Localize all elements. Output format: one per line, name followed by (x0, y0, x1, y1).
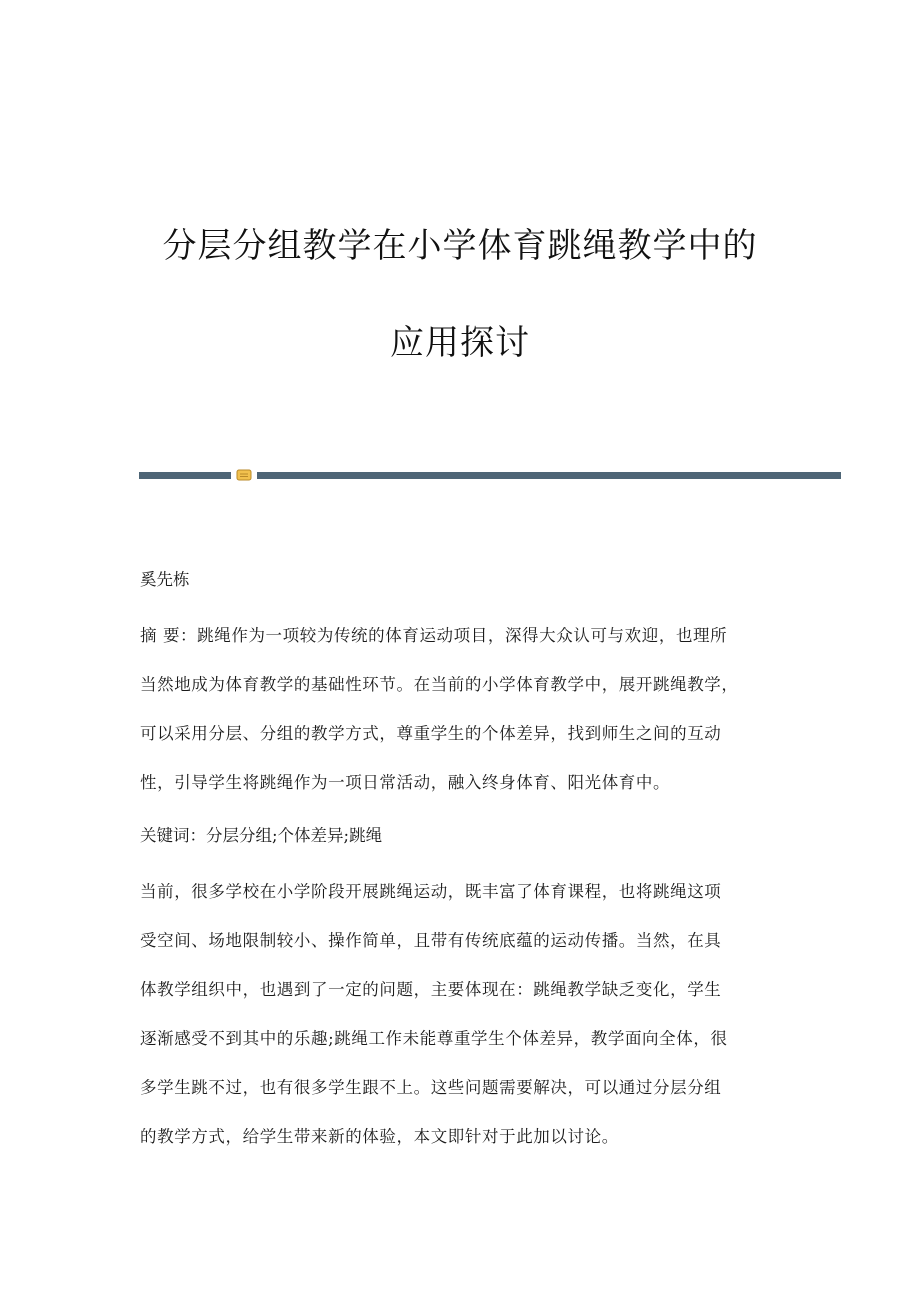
divider-ornament-icon (236, 469, 252, 481)
keywords: 关键词：分层分组;个体差异;跳绳 (140, 826, 383, 845)
author: 奚先栋 (140, 570, 190, 589)
body-paragraph (140, 878, 780, 1150)
document-title-line-1: 分层分组教学在小学体育跳绳教学中的 (162, 226, 758, 266)
body-line: 的教学方式，给学生带来新的体验，本文即针对于此加以讨论。 (140, 1127, 619, 1146)
divider-bar-right (257, 472, 841, 479)
body-line: 体教学组织中，也遇到了一定的问题，主要体现在：跳绳教学缺乏变化，学生 (140, 980, 722, 999)
abstract-line: 可以采用分层、分组的教学方式，尊重学生的个体差异，找到师生之间的互动 (140, 724, 722, 743)
abstract-line: 性，引导学生将跳绳作为一项日常活动，融入终身体育、阳光体育中。 (140, 773, 671, 792)
body-line: 多学生跳不过，也有很多学生跟不上。这些问题需要解决，可以通过分层分组 (140, 1078, 722, 1097)
abstract-line: 当然地成为体育教学的基础性环节。在当前的小学体育教学中，展开跳绳教学， (140, 675, 739, 694)
document-title-line-2: 应用探讨 (390, 323, 530, 363)
body-line: 受空间、场地限制较小、操作简单，且带有传统底蕴的运动传播。当然，在具 (140, 931, 722, 950)
title-divider (139, 469, 841, 481)
body-line: 逐渐感受不到其中的乐趣;跳绳工作未能尊重学生个体差异，教学面向全体，很 (140, 1029, 728, 1048)
divider-bar-left (139, 472, 231, 479)
abstract-line: 摘 要：跳绳作为一项较为传统的体育运动项目，深得大众认可与欢迎，也理所 (140, 626, 728, 645)
abstract-paragraph (140, 622, 780, 796)
body-line: 当前，很多学校在小学阶段开展跳绳运动，既丰富了体育课程，也将跳绳这项 (140, 882, 722, 901)
